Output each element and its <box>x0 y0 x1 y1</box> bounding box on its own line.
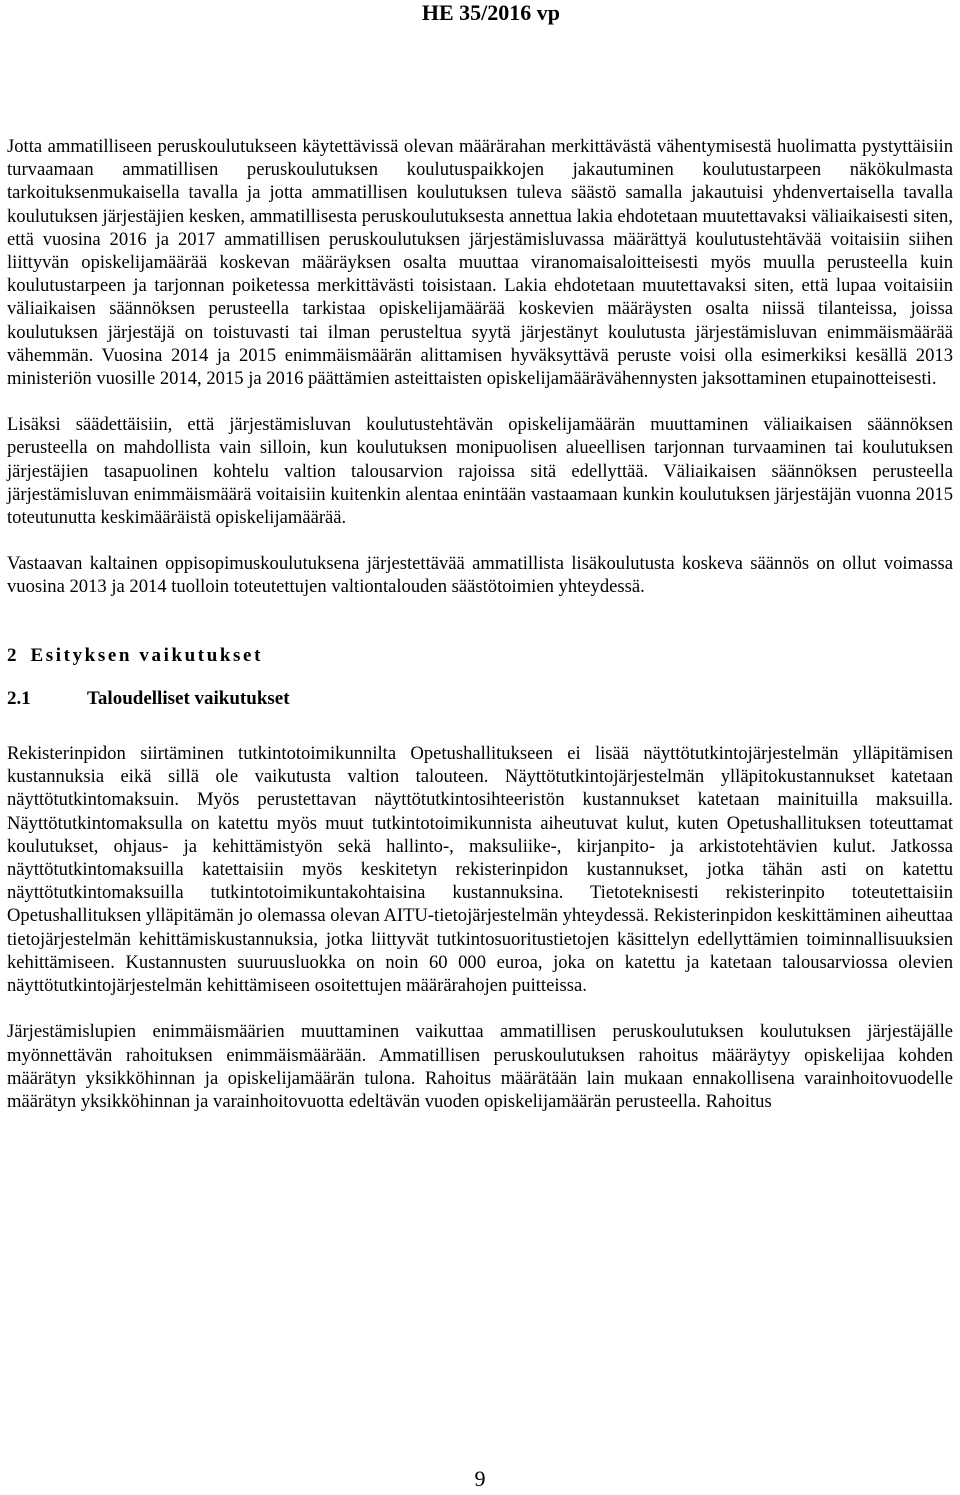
section-number: 2 <box>7 644 17 666</box>
paragraph-4: Rekisterinpidon siirtäminen tutkintotoimikunnilta Opetushallitukseen ei lisää näyttötutkintojärjestelmän ylläpitämisen kustannuksia eikä sillä ole vaikutusta valtion talouteen. Näyttötutkintojärjestelmän ylläpitokustannukset katetaan näyttötutkintomaksuin. Myös perustettavan näyttötutkintosihteeristön kustannukset katetaan mainituilla maksuilla. Näyttötutkintomaksulla on katettu myös muut tutkintotoimikunnista aiheutuvat kulut, kuten Opetushallituksen toteuttamat koulutukset, ohjaus- ja kehittämistyön sekä hallinto-, maksuliike-, kirjanpito- ja arkistotehtävien kulut. Jatkossa näyttötutkintomaksuilla katettaisiin myös keskitetyn rekisterinpidon kustannukset, jotka tähän asti on katettu näyttötutkintomaksuilla tutkintotoimikuntakohtaisina kustannuksina. Tietoteknisesti rekisterinpito toteutettaisiin Opetushallituksen ylläpitämän jo olemassa olevan AITU-tietojärjestelmän yhteydessä. Rekisterinpidon keskittäminen aiheuttaa tietojärjestelmän kehittämiskustannuksia, jotka liittyvät tutkintosuoritustietojen käsittelyn edellyttämien toiminnallisuuksien kehittämiseen. Kustannusten suuruusluokka on noin 60 000 euroa, joka on katettu ja katetaan talousarviossa olevien näyttötutkintojärjestelmän kehittämiseen osoitettujen määrärahojen puitteissa. <box>7 743 953 997</box>
subsection-title: Taloudelliset vaikutukset <box>87 687 290 709</box>
page-number: 9 <box>474 1466 486 1491</box>
subsection-number: 2.1 <box>7 687 31 709</box>
section-heading <box>7 644 953 667</box>
paragraph-3: Vastaavan kaltainen oppisopimuskoulutuksena järjestettävää ammatillista lisäkoulutusta koskeva säännös on ollut voimassa vuosina 2013 ja 2014 tuolloin toteutettujen valtiontalouden säästötoimien yhteydessä. <box>7 553 953 598</box>
paragraph-2: Lisäksi säädettäisiin, että järjestämisluvan koulutustehtävän opiskelijamäärän muuttaminen väliaikaisen säännöksen perusteella on mahdollista vain silloin, kun koulutuksen monipuolisen alueellisen tarjonnan turvaaminen tai koulutuksen järjestäjien tasapuolinen kohtelu valtion talousarvion rajoissa sitä edellyttää. Väliaikaisen säännöksen perusteella järjestämisluvan enimmäismäärä voitaisiin kuitenkin alentaa enintään vastaamaan kunkin koulutuksen järjestäjän vuonna 2015 toteutunutta keskimääräistä opiskelijamäärää. <box>7 414 953 529</box>
paragraph-5: Järjestämislupien enimmäismäärien muuttaminen vaikuttaa ammatillisen peruskoulutuksen koulutuksen järjestäjälle myönnettävän rahoituksen enimmäismäärään. Ammatillisen peruskoulutuksen rahoitus määräytyy opiskelijaa kohden määrätyn yksikköhinnan ja opiskelijamäärän tulona. Rahoitus määrätään lain mukaan ennakollisena varainhoitovuodelle määrätyn yksikköhinnan ja varainhoitovuotta edeltävän vuoden opiskelijamäärän perusteella. Rahoitus <box>7 1021 953 1112</box>
paragraph-1: Jotta ammatilliseen peruskoulutukseen käytettävissä olevan määrärahan merkittävästä vähentymisestä huolimatta pystyttäisiin turvaamaan ammatillisen peruskoulutuksen koulutuspaikkojen jakautuminen koulutustarpeen näkökulmasta tarkoituksenmukaisella tavalla ja jotta ammatillisen koulutuksen tuleva säästö samalla jakautuisi yhdenvertaisella tavalla koulutuksen järjestäjien kesken, ammatillisesta peruskoulutuksesta annettua lakia ehdotetaan muutettavaksi väliaikaisesti siten, että vuosina 2016 ja 2017 ammatillisen peruskoulutuksen järjestämisluvassa määrättyä koulutustehtävää voitaisiin siihen liittyvän opiskelijamäärää koskevan määräyksen osalta muuttaa viranomaisaloitteisesti myös muulla perusteella kuin koulutustarpeen ja tarjonnan poiketessa merkittävästi toisistaan. Lakia ehdotetaan muutettavaksi siten, että lupaa voitaisiin väliaikaisen säännöksen perusteella tarkistaa opiskelijamäärää koskevien määräysten osalta niissä tilanteissa, joissa koulutuksen järjestäjä on toistuvasti tai ilman perusteltua syytä järjestänyt koulutusta järjestämisluvan enimmäismäärää vähemmän. Vuosina 2014 ja 2015 enimmäismäärän alittamisen hyväksyttävä peruste voisi olla esimerkiksi kesällä 2013 ministeriön vuosille 2014, 2015 ja 2016 päättämien asteittaisten opiskelijamäärävähennysten jaksottaminen etupainotteisesti. <box>7 136 953 390</box>
subsection-heading <box>7 687 953 710</box>
section-title: Esityksen vaikutukset <box>30 644 264 666</box>
document-body <box>7 135 953 1136</box>
document-id-header: HE 35/2016 vp <box>421 0 560 25</box>
